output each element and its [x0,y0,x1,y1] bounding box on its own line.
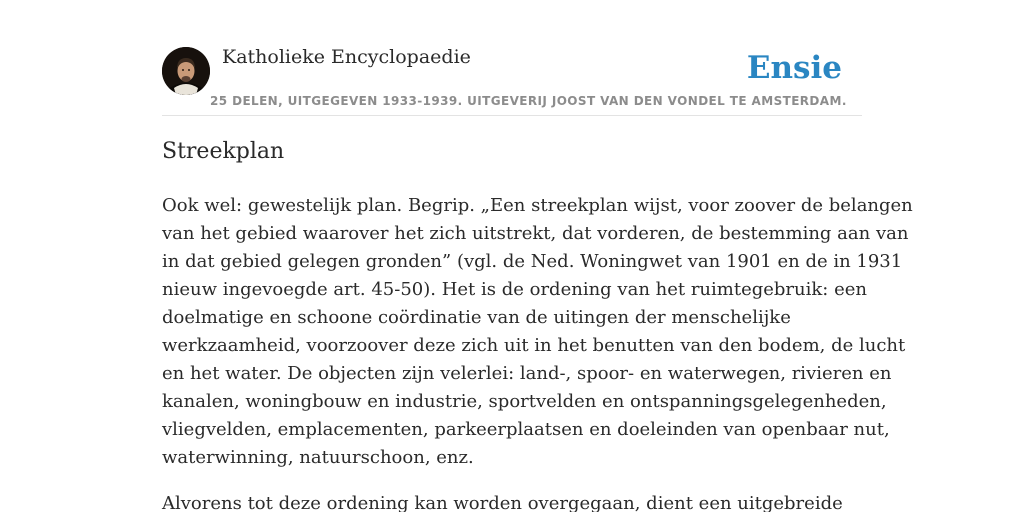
text-line: kanalen, woningbouw en industrie, sportvelden en ontspanningsgelegenheden, [162,391,887,412]
article-body [162,192,913,512]
text-line: waterwinning, natuurschoon, enz. [162,447,474,468]
source-header [162,46,862,116]
article-title: Streekplan [162,139,285,164]
text-line: in dat gebied gelegen gronden” (vgl. de Ned. Woningwet van 1901 en de in 1931 [162,251,903,272]
brand-logo[interactable]: Ensie [746,50,842,86]
source-avatar[interactable] [162,47,210,95]
text-line: doelmatige en schoone coördinatie van de uitingen der menschelijke [162,307,791,328]
paragraph-2 [162,490,882,512]
text-line: van het gebied waarover het zich uitstrekt, dat vorderen, de bestemming aan van [162,223,909,244]
text-line: werkzaamheid, voorzoover deze zich uit in het benutten van den bodem, de lucht [162,335,906,356]
portrait-image [162,47,210,95]
paragraph-1 [162,192,913,472]
text-line: Ook wel: gewestelijk plan. Begrip. „Een streekplan wijst, voor zoover de belangen [162,195,913,216]
text-line: vliegvelden, emplacementen, parkeerplaatsen en doeleinden van openbaar nut, [162,419,890,440]
source-title[interactable]: Katholieke Encyclopaedie [222,46,471,68]
source-subtitle: 25 DELEN, UITGEGEVEN 1933-1939. UITGEVERIJ JOOST VAN DEN VONDEL TE AMSTERDAM. [210,94,847,108]
text-line: Alvorens tot deze ordening kan worden overgegaan, dient een uitgebreide [162,493,843,512]
text-line: en het water. De objecten zijn velerlei: land-, spoor- en waterwegen, rivieren en [162,363,892,384]
text-line: nieuw ingevoegde art. 45-50). Het is de ordening van het ruimtegebruik: een [162,279,867,300]
